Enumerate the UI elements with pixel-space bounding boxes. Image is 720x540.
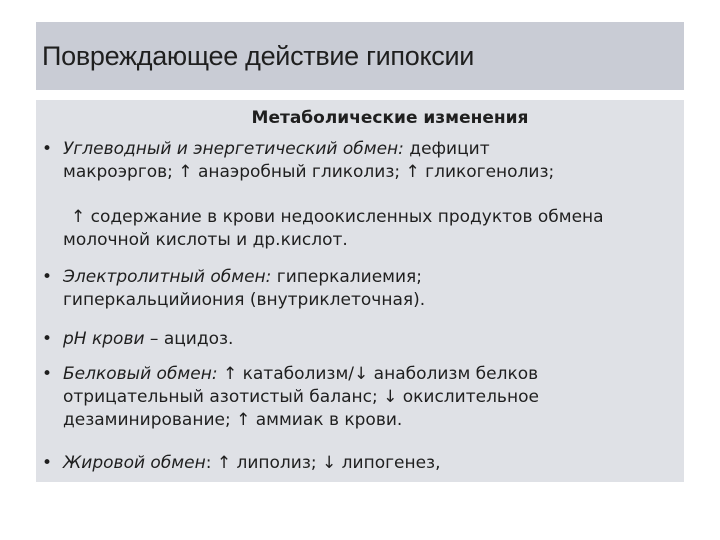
bullet: • <box>42 139 53 159</box>
list-item-text <box>63 138 683 184</box>
bullet: • <box>42 364 53 384</box>
line: макроэргов; ↑ анаэробный гликолиз; ↑ гликогенолиз; <box>63 162 555 182</box>
bullet: • <box>42 329 53 349</box>
slide-title: Повреждающее действие гипоксии <box>42 40 475 71</box>
item-lead: Электролитный обмен: <box>63 267 272 287</box>
line <box>63 328 683 351</box>
item-rest: – ацидоз. <box>144 329 234 349</box>
line <box>63 363 683 386</box>
line: молочной кислоты и др.кислот. <box>63 230 348 250</box>
list-item-text <box>63 363 683 432</box>
item-rest: : ↑ липолиз; ↓ липогенез, <box>205 453 441 473</box>
line: гиперкальцийиония (внутриклеточная). <box>63 290 426 310</box>
slide-title-bar <box>36 22 684 90</box>
item-lead: Жировой обмен <box>63 453 206 473</box>
item-lead: рН крови <box>63 329 145 349</box>
list-item-text <box>63 206 683 252</box>
bullet: • <box>42 267 53 287</box>
list-item-text <box>63 266 683 312</box>
content-panel <box>36 100 684 482</box>
line: ↑ содержание в крови недоокисленных продуктов обмена <box>71 207 604 227</box>
list-item-text <box>63 328 683 351</box>
line: дезаминирование; ↑ аммиак в крови. <box>63 410 403 430</box>
item-lead: Углеводный и энергетический обмен: <box>63 139 404 159</box>
item-rest: гиперкалиемия; <box>271 267 423 287</box>
item-rest: ↑ катаболизм/↓ анаболизм белков <box>217 364 539 384</box>
bullet: • <box>42 453 53 473</box>
line <box>63 266 683 289</box>
line <box>63 452 683 475</box>
item-rest: дефицит <box>403 139 490 159</box>
item-lead: Белковый обмен: <box>63 364 218 384</box>
list-item-text <box>63 452 683 475</box>
section-heading: Метаболические изменения <box>251 108 529 128</box>
line: отрицательный азотистый баланс; ↓ окислительное <box>63 387 539 407</box>
line <box>63 138 683 161</box>
